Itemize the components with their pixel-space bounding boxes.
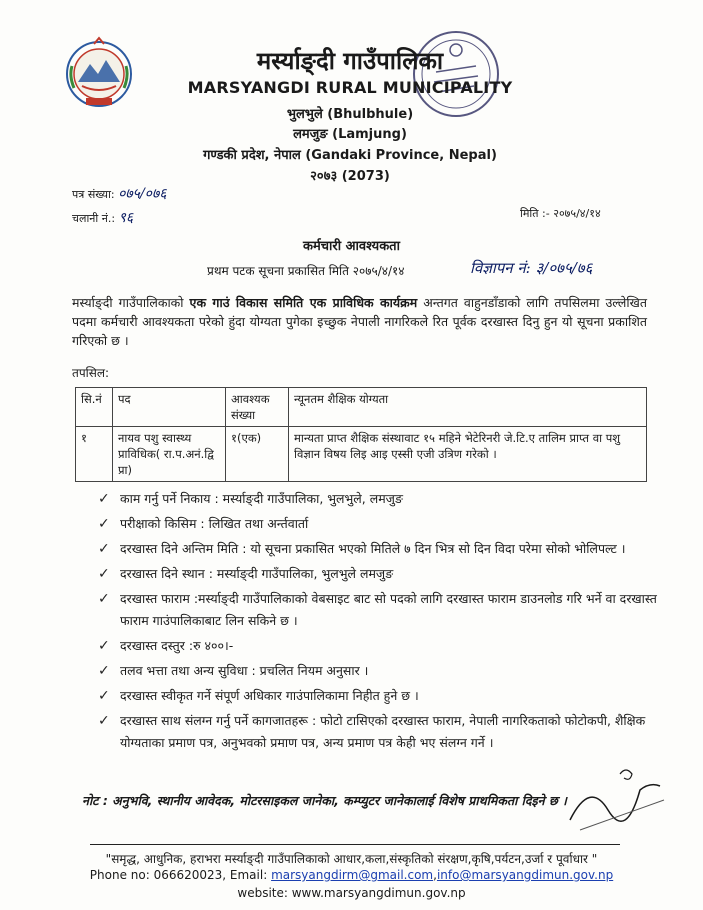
condition-text: दरखास्त दिने स्थान : मर्स्याङ्दी गाउँपालिका, भुलभुले लमजुङ (120, 566, 394, 581)
letter-date-value: २०७५/४/१४ (553, 207, 601, 220)
letter-number-value: ०७५/०७६ (118, 186, 167, 202)
condition-text: परीक्षाको किसिम : लिखित तथा अर्न्तवार्ता (120, 516, 309, 531)
check-icon: ✓ (98, 688, 110, 704)
list-item (98, 660, 658, 682)
details-label: तपसिल: (72, 366, 110, 380)
condition-text: दरखास्त दस्तुर :रु ४००।- (120, 638, 234, 653)
conditions-list (98, 488, 658, 757)
intro-bold: एक गाउं विकास समिति एक प्राविधिक कार्यक्रम (189, 295, 418, 310)
notice-title: कर्मचारी आवश्यकता (303, 239, 400, 254)
posts-table (75, 387, 647, 482)
first-published-date: प्रथम पटक सूचना प्रकासित मिति २०७५/४/१४ (207, 264, 405, 278)
location-bhulbhule: भुलभुले (Bhulbhule) (286, 107, 414, 122)
header-serial: सि.नं (76, 388, 113, 427)
letter-date (520, 206, 601, 221)
intro-part-2: अन्तगत वाहुनडाँडाको लागि तपसिलमा उल्लेखित पदमा कर्मचारी आवश्यकता परेको हुंदा योग्यता पुगेका इच्छुक नेपाली नागरिकले रित पूर्वक दरखास्त दिनु हुन यो सूचना प्रकाशित गरिएको छ । (72, 295, 647, 348)
check-icon: ✓ (98, 663, 110, 679)
table-row (76, 427, 647, 482)
province-line: गण्डकी प्रदेश, नेपाल (Gandaki Province, Nepal) (203, 148, 497, 163)
footer-contact (0, 868, 703, 882)
footer-phone: Phone no: 066620023, Email: (89, 868, 272, 882)
municipality-name-np: मर्स्याङ्दी गाउँपालिका (256, 47, 444, 75)
footer-divider (90, 844, 620, 845)
list-item (98, 588, 658, 632)
list-item (98, 513, 658, 535)
cell-qualification: मान्यता प्राप्त शैक्षिक संस्थावाट १५ महिने भेटेरिनरी जे.टि.ए तालिम प्राप्त वा पशु विज्ञान विषय लिइ आइ एस्सी एजी उत्रिण गरेको । (289, 427, 647, 482)
dispatch-number-label: चलानी नं.: (72, 212, 116, 225)
intro-part-1: मर्स्याङ्दी गाउँपालिकाको (72, 295, 190, 310)
letter-number (72, 184, 167, 203)
emblem-icon (64, 36, 134, 112)
header-quantity: आवश्यक संख्या (226, 388, 289, 427)
email-separator: , (433, 868, 437, 882)
cell-quantity: १(एक) (226, 427, 289, 482)
check-icon: ✓ (98, 566, 110, 582)
condition-text: दरखास्त स्वीकृत गर्ने संपूर्ण अधिकार गाउंपालिकामा निहीत हुने छ । (120, 688, 419, 703)
intro-paragraph (72, 293, 647, 350)
footer-slogan: "समृद्ध, आधुनिक, हराभरा मर्स्याङ्दी गाउँपालिकाको आधार,कला,संस्कृतिको संरक्षण,कृषि,पर्यटन,उर्जा र पूर्वाधार " (105, 852, 598, 866)
letter-number-label: पत्र संख्या: (72, 188, 115, 201)
check-icon: ✓ (98, 638, 110, 654)
check-icon: ✓ (98, 541, 110, 557)
dispatch-number (72, 208, 133, 227)
list-item (98, 635, 658, 657)
check-icon: ✓ (98, 516, 110, 532)
letter-date-label: मिति :- (520, 207, 550, 220)
list-item (98, 488, 658, 510)
list-item (98, 563, 658, 585)
condition-text: दरखास्त साथ संलग्न गर्नु पर्ने कागजातहरू : फोटो टासिएको दरखास्त फाराम, नेपाली नागरिकताको फोटोकपी, शैक्षिक योग्यताका प्रमाण पत्र, अनुभवको प्रमाण पत्र, अन्य प्रमाण पत्र केही भए संलग्न गर्ने । (120, 713, 646, 750)
list-item (98, 710, 658, 754)
list-item (98, 685, 658, 707)
cell-serial: १ (76, 427, 113, 482)
municipality-name-en: MARSYANGDI RURAL MUNICIPALITY (187, 78, 513, 97)
check-icon: ✓ (98, 591, 110, 607)
priority-note: नोट : अनुभवि, स्थानीय आवेदक, मोटरसाइकल जानेका, कम्प्युटर जानेकालाई विशेष प्राथमिकता दिइने छ । (82, 793, 567, 808)
header-qualification: न्यूनतम शैक्षिक योग्यता (289, 388, 647, 427)
table-header-row (76, 388, 647, 427)
signature-icon (560, 760, 670, 840)
location-lamjung: लमजुङ (Lamjung) (293, 127, 407, 142)
dispatch-number-value: ९६ (118, 210, 134, 226)
email-link-info[interactable]: info@marsyangdimun.gov.np (436, 868, 614, 882)
condition-text: काम गर्नु पर्ने निकाय : मर्स्याङ्दी गाउँपालिका, भुलभुले, लमजुङ (120, 491, 403, 506)
email-link-gmail[interactable]: marsyangdirm@gmail.com (271, 868, 434, 882)
established-year: २०७३ (2073) (310, 169, 390, 184)
condition-text: दरखास्त फाराम :मर्स्याङ्दी गाउँपालिकाको वेबसाइट बाट सो पदको लागि दरखास्त फाराम डाउनलोड गरि भर्ने वा दरखास्त फाराम गाउंपालिकाबाट लिन सकिने छ । (120, 591, 657, 628)
header-post: पद (113, 388, 226, 427)
condition-text: तलव भत्ता तथा अन्य सुविधा : प्रचलित नियम अनुसार । (120, 663, 369, 678)
footer-website: website: www.marsyangdimun.gov.np (237, 886, 466, 900)
condition-text: दरखास्त दिने अन्तिम मिति : यो सूचना प्रकासित भएको मितिले ७ दिन भित्र सो दिन विदा परेमा सोको भोलिपल्ट । (120, 541, 626, 556)
advertisement-number: विज्ञापन नं: ३/०७५/७६ (470, 259, 593, 277)
check-icon: ✓ (98, 713, 110, 729)
list-item (98, 538, 658, 560)
check-icon: ✓ (98, 491, 110, 507)
cell-post: नायव पशु स्वास्थ्य प्राविधिक( रा.प.अनं.द्वि प्रा) (113, 427, 226, 482)
